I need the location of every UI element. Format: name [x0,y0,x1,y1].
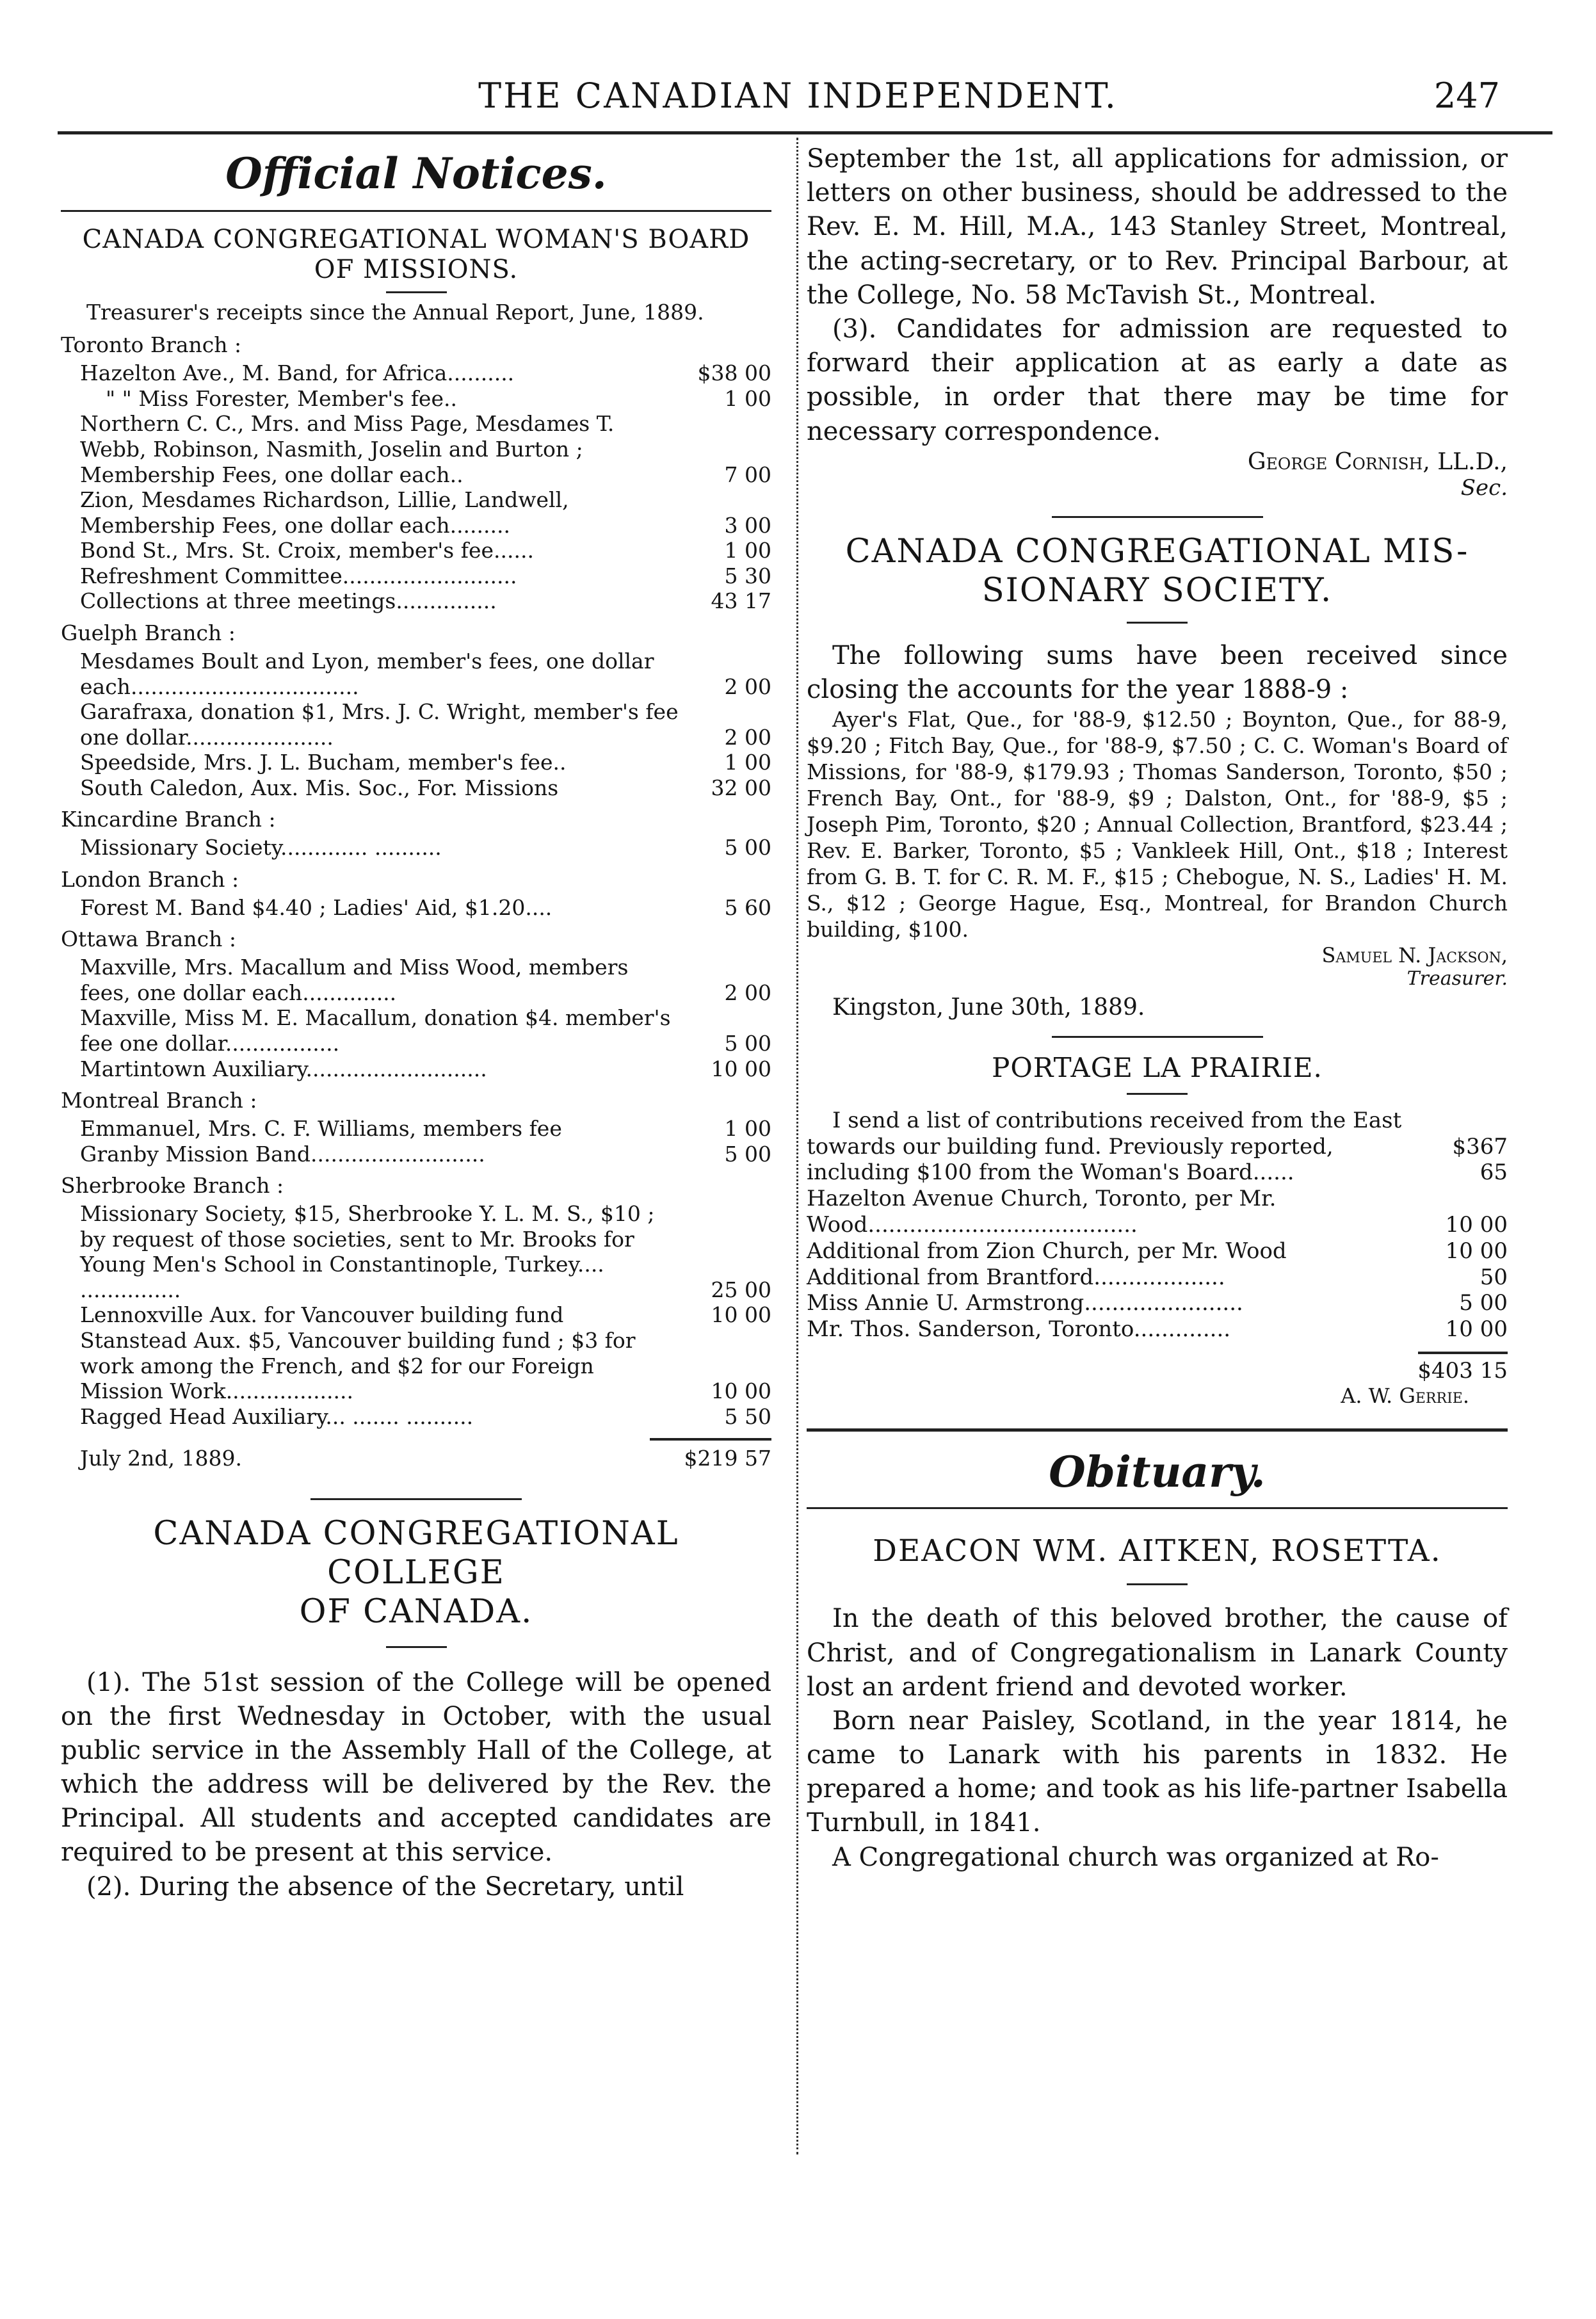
obituary-paragraph-3: A Congregational church was organized at Ro- [832,1842,1439,1872]
contribution-row: Miss Annie U. Armstrong....................... 5 00 [807,1290,1508,1316]
section-separator [310,1498,522,1500]
branch-heading-montreal: Montreal Branch : [61,1088,257,1113]
receipt-row: " " Miss Forester, Member's fee.. 1 00 [106,385,771,411]
aitken-title: DEACON WM. AITKEN, ROSETTA. [873,1533,1442,1569]
receipt-row: Zion, Mesdames Richardson, Lillie, Landwell, Membership Fees, one dollar each......... 3 00 [80,487,771,538]
receipt-row: Collections at three meetings............... 43 17 [80,588,771,614]
portage-intro-amount: $367 65 [1452,1133,1508,1186]
obituary-title: Obituary. [1049,1446,1266,1497]
running-head: THE CANADIAN INDEPENDENT. [478,76,1118,116]
branch-heading-london: London Branch : [61,866,239,892]
portage-title: PORTAGE LA PRAIRIE. [992,1052,1323,1084]
receipt-row: Missionary Society............. .......... 5 00 [80,835,771,861]
portage-total: $403 15 [1417,1357,1508,1384]
college-paragraph-3: (3). Candidates for admission are requested to forward their application at as early a date as possible, in order that there may be time for necessary correspondence. [807,314,1508,446]
page-number: 247 [1433,76,1500,116]
short-rule [386,291,447,293]
receipt-row: Martintown Auxiliary........................... 10 00 [80,1056,771,1081]
official-notices-title: Official Notices. [225,149,607,198]
missionary-society-title-2: SIONARY SOCIETY. [981,571,1333,610]
section-separator [1052,516,1263,518]
branch-heading-guelph: Guelph Branch : [61,620,236,646]
college-title: CANADA CONGREGATIONAL COLLEGE [153,1514,679,1592]
contribution-row: Mr. Thos. Sanderson, Toronto.............. 10 00 [807,1316,1508,1343]
receipt-row: Speedside, Mrs. J. L. Bucham, member's fee.. 1 00 [80,750,771,775]
receipt-row: Stanstead Aux. $5, Vancouver building fund ; $3 for work among the French, and $2 for our Foreign Mission Work................... 10 00 [80,1328,771,1404]
receipt-row: Bond St., Mrs. St. Croix, member's fee...... 1 00 [80,538,771,563]
womans-board-title: CANADA CONGREGATIONAL WOMAN'S BOARD [82,225,750,254]
total-row [61,1446,771,1471]
branch-heading-kincardine: Kincardine Branch : [61,807,276,832]
montreal-receipts [61,1116,771,1167]
contribution-row: Additional from Zion Church, per Mr. Wood 10 00 [807,1238,1508,1264]
short-rule [386,1646,447,1648]
column-divider [796,138,798,2154]
left-column [61,149,771,1904]
kincardine-receipts [61,835,771,861]
treasurer-intro: Treasurer's receipts since the Annual Report, June, 1889. [86,300,704,325]
missionary-signature: Samuel N. Jackson, [1321,942,1508,967]
short-rule [1127,1093,1188,1095]
branch-heading-sherbrooke: Sherbrooke Branch : [61,1173,284,1199]
college-paragraph-1: (1). The 51st session of the College will be opened on the first Wednesday in October, with the usual public service in the Assembly Hall of the College, at which the address will be delivered by the Rev. the Principal. All students and accepted candidates are required to be present at this service. [61,1667,771,1868]
section-rule [807,1428,1508,1432]
total-rule [1418,1352,1508,1354]
college-paragraph-2: (2). During the absence of the Secretary, until [86,1871,684,1902]
short-rule [1127,622,1188,624]
right-column [807,142,1508,1875]
receipt-row: Hazelton Ave., M. Band, for Africa.......... $38 00 [80,360,771,386]
receipt-row: Lennoxville Aux. for Vancouver building fund 10 00 [80,1302,771,1328]
branch-heading-toronto: Toronto Branch : [61,332,242,358]
college-signature-title: Sec. [1460,474,1508,501]
receipt-row: Maxville, Mrs. Macallum and Miss Wood, members fees, one dollar each.............. 2 00 [80,955,771,1005]
receipt-row: Maxville, Miss M. E. Macallum, donation $4. member's fee one dollar................. 5 00 [80,1005,771,1056]
college-signature: George Cornish, LL.D., [1247,448,1508,475]
portage-intro: I send a list of contributions received from the East towards our building fund. Previously reported, including $100 from the Woman's Board...... [807,1107,1402,1186]
obituary-paragraph-2: Born near Paisley, Scotland, in the year 1814, he came to Lanark with his parents in 1832. He prepared a home; and took as his life-partner Isabella Turnbull, in 1841. [807,1706,1508,1838]
missionary-signature-title: Treasurer. [1407,967,1508,990]
london-receipts [61,895,771,921]
receipt-row: South Caledon, Aux. Mis. Soc., For. Missions 32 00 [80,775,771,800]
receipt-row: Missionary Society, $15, Sherbrooke Y. L. M. S., $10 ; by request of those societies, sent to Mr. Brooks for Young Men's School in Constantinople, Turkey.... ............... 25 00 [80,1201,771,1302]
obituary-paragraph-1: In the death of this beloved brother, the cause of Christ, and of Congregationalism in Lanark County lost an ardent friend and devoted worker. [807,1604,1508,1702]
receipt-row: Emmanuel, Mrs. C. F. Williams, members fee 1 00 [80,1116,771,1141]
sherbrooke-receipts [61,1201,771,1429]
contribution-row: Additional from Brantford................... 50 [807,1264,1508,1290]
ottawa-receipts [61,955,771,1081]
contribution-row: Hazelton Avenue Church, Toronto, per Mr. Wood....................................... 10 00 [807,1186,1508,1238]
receipt-row: Ragged Head Auxiliary... ....... .......... 5 50 [80,1403,771,1429]
portage-intro-row [807,1108,1508,1186]
receipt-row: Mesdames Boult and Lyon, member's fees, one dollar each.................................. 2 00 [80,648,771,699]
toronto-receipts [61,360,771,614]
short-rule [1127,1583,1188,1585]
portage-contributions [807,1186,1508,1343]
report-date: July 2nd, 1889. [80,1446,242,1471]
missionary-society-title: CANADA CONGREGATIONAL MIS- [845,532,1469,570]
missionary-intro: The following sums have been received since closing the accounts for the year 1888-9 : [807,641,1508,705]
section-rule [807,1507,1508,1509]
section-separator [1052,1036,1263,1038]
receipt-row: Garafraxa, donation $1, Mrs. J. C. Wright, member's fee one dollar...................... 2 00 [80,699,771,750]
branch-heading-ottawa: Ottawa Branch : [61,926,236,952]
college-title-2: OF CANADA. [299,1593,533,1631]
college-continuation: September the 1st, all applications for admission, or letters on other business, should be addressed to the Rev. E. M. Hill, M.A., 143 Stanley Street, Montreal, the acting-secretary, or to Rev. Principal Barbour, at the College, No. 58 McTavish St., Montreal. [807,144,1508,310]
section-rule [61,210,771,212]
report-total: $219 57 [684,1446,771,1471]
missionary-date: Kingston, June 30th, 1889. [832,994,1145,1021]
missionary-receipts: Ayer's Flat, Que., for '88-9, $12.50 ; Boynton, Que., for 88-9, $9.20 ; Fitch Bay, Que., for '88-9, $7.50 ; C. C. Woman's Board of Missions, for '88-9, $179.93 ; Thomas Sanderson, Toronto, $50 ; French Bay, Ont., for '88-9, $9 ; Dalston, Ont., for '88-9, $5 ; Joseph Pim, Toronto, $20 ; Annual Collection, Brantford, $23.44 ; Rev. E. Barker, Toronto, $5 ; Vankleek Hill, Ont., $18 ; Interest from G. B. T. for C. R. M. F., $15 ; Chebogue, N. S., Ladies' H. M. S., $12 ; George Hague, Esq., Montreal, for Brandon Church building, $100. [807,707,1508,942]
womans-board-title-2: OF MISSIONS. [314,255,519,285]
receipt-row: Northern C. C., Mrs. and Miss Page, Mesdames T. Webb, Robinson, Nasmith, Joselin and Burton ; Membership Fees, one dollar each.. 7 00 [80,411,771,487]
receipt-row: Granby Mission Band.......................... 5 00 [80,1141,771,1167]
portage-signature: A. W. Gerrie. [1341,1383,1469,1408]
receipt-row: Forest M. Band $4.40 ; Ladies' Aid, $1.20.... 5 60 [80,894,771,920]
guelph-receipts [61,649,771,801]
receipt-row: Refreshment Committee.......................... 5 30 [80,563,771,588]
total-rule [650,1438,771,1441]
header-rule [58,131,1552,134]
